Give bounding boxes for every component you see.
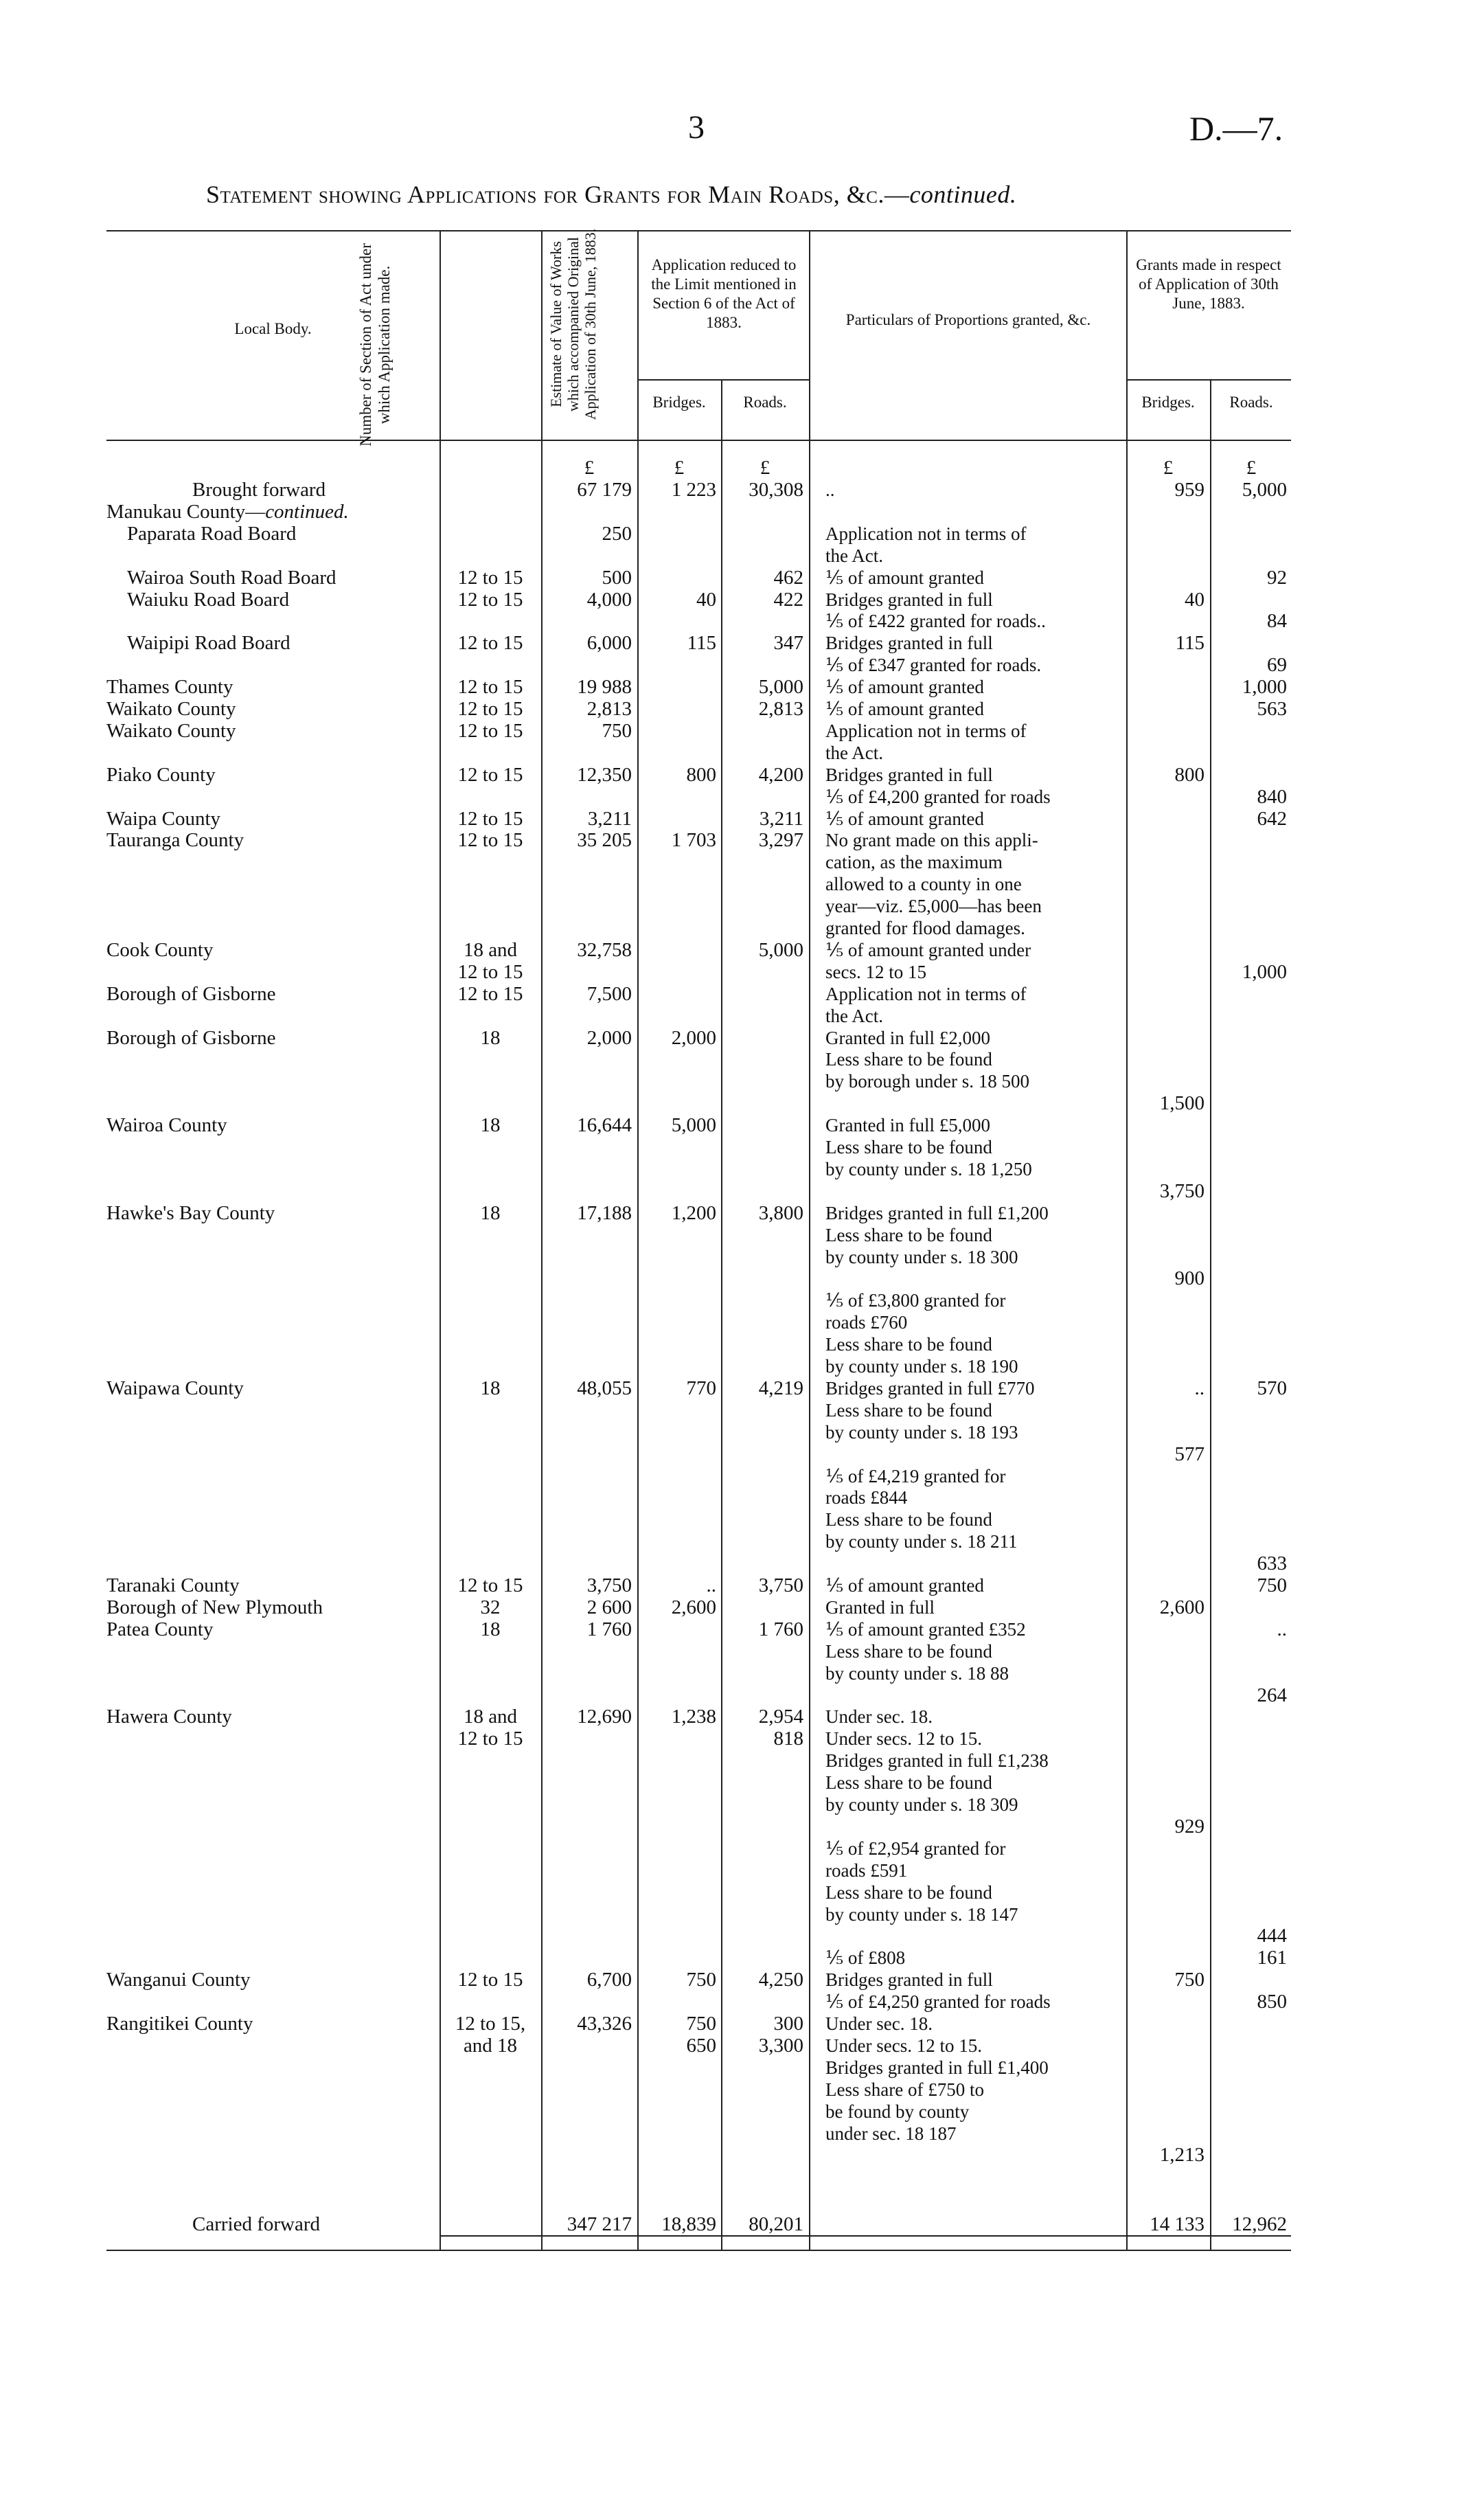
app-bridges-cell: 650 xyxy=(686,2035,716,2057)
section-cell: 12 to 15 xyxy=(457,567,523,589)
local-body-cell: Thames County xyxy=(106,676,233,698)
particulars-cell: ⅕ of amount granted xyxy=(825,808,984,829)
particulars-cell: Bridges granted in full xyxy=(825,1969,993,1990)
particulars-cell: Bridges granted in full xyxy=(825,765,993,785)
continued-label: continued. xyxy=(265,501,349,523)
estimate-cell: 16,644 xyxy=(577,1114,632,1136)
local-body-cell: Waiuku Road Board xyxy=(127,589,290,611)
app-bridges-cell: 115 xyxy=(687,632,716,654)
particulars-cell: ⅕ of amount granted xyxy=(825,1575,984,1596)
local-body-cell: Paparata Road Board xyxy=(127,523,297,545)
particulars-cell: cation, as the maximum xyxy=(825,852,1003,872)
totals-estimate: 347 217 xyxy=(567,2213,632,2235)
particulars-cell: ⅕ of amount granted £352 xyxy=(825,1619,1026,1640)
grant-bridges-cell: 959 xyxy=(1174,479,1205,501)
grant-roads-cell: 161 xyxy=(1257,1947,1287,1969)
app-bridges-cell: 800 xyxy=(686,764,716,786)
app-roads-cell: 1 760 xyxy=(758,1618,803,1640)
grant-roads-cell: 642 xyxy=(1257,808,1287,830)
particulars-cell: Less share to be found xyxy=(825,1400,992,1421)
grant-bridges-cell: 1,500 xyxy=(1159,1092,1205,1114)
particulars-cell: ⅕ of amount granted xyxy=(825,677,984,697)
particulars-cell: by county under s. 18 309 xyxy=(825,1794,1018,1815)
particulars-cell: granted for flood damages. xyxy=(825,918,1025,938)
pound-app-roads: £ xyxy=(760,457,770,479)
local-body-cell: Borough of Gisborne xyxy=(106,1027,276,1049)
estimate-cell: 3,211 xyxy=(587,808,632,830)
estimate-cell: 4,000 xyxy=(586,589,632,611)
totals-app-bridges: 18,839 xyxy=(661,2213,716,2235)
estimate-cell: 35 205 xyxy=(577,829,632,851)
app-bridges-cell: .. xyxy=(706,1574,716,1596)
app-roads-cell: 462 xyxy=(773,567,803,589)
section-cell: and 18 xyxy=(463,2035,518,2057)
section-cell: 12 to 15 xyxy=(457,1574,523,1596)
particulars-cell: Application not in terms of xyxy=(825,984,1027,1004)
particulars-cell: secs. 12 to 15 xyxy=(825,962,926,982)
particulars-cell: Bridges granted in full £1,400 xyxy=(825,2057,1049,2078)
particulars-cell: Under secs. 12 to 15. xyxy=(825,2035,982,2056)
grant-bridges-cell: 3,750 xyxy=(1159,1180,1205,1202)
grant-roads-cell: 5,000 xyxy=(1242,479,1287,501)
particulars-cell: Granted in full £5,000 xyxy=(825,1115,990,1135)
section-cell: 18 xyxy=(480,1377,501,1399)
local-body-cell: Waipipi Road Board xyxy=(127,632,290,654)
header-estimate: Estimate of Value of Works which accompanied Original Application of 30th June, 1883. xyxy=(547,228,599,420)
app-bridges-cell: 5,000 xyxy=(671,1114,716,1136)
estimate-cell: 2,813 xyxy=(586,698,632,720)
grant-bridges-cell: 577 xyxy=(1174,1443,1205,1465)
particulars-cell: under sec. 18 187 xyxy=(825,2123,957,2144)
particulars-cell: the Act. xyxy=(825,545,883,566)
app-roads-cell: 300 xyxy=(773,2013,803,2035)
estimate-cell: 48,055 xyxy=(577,1377,632,1399)
app-bridges-cell: 40 xyxy=(696,589,716,611)
estimate-cell: 32,758 xyxy=(577,939,632,961)
section-cell: 18 and xyxy=(463,1706,518,1728)
estimate-cell: 3,750 xyxy=(586,1574,632,1596)
grant-roads-cell: 563 xyxy=(1257,698,1287,720)
app-bridges-cell: 770 xyxy=(686,1377,716,1399)
local-body-cell: Waipawa County xyxy=(106,1377,244,1399)
app-roads-cell: 3,297 xyxy=(758,829,803,851)
estimate-cell: 500 xyxy=(602,567,632,589)
col-divider-5 xyxy=(809,230,810,2250)
local-body-cell: Wairoa South Road Board xyxy=(127,567,336,589)
particulars-cell: by county under s. 18 147 xyxy=(825,1904,1018,1925)
local-body-cell: Hawke's Bay County xyxy=(106,1202,275,1224)
particulars-cell: by county under s. 18 211 xyxy=(825,1531,1018,1552)
grant-roads-cell: 570 xyxy=(1257,1377,1287,1399)
particulars-cell: year—viz. £5,000—has been xyxy=(825,896,1042,916)
app-bridges-cell: 1,238 xyxy=(671,1706,716,1728)
app-roads-cell: 4,250 xyxy=(758,1969,803,1991)
estimate-cell: 43,326 xyxy=(577,2013,632,2035)
grant-bridges-cell: 750 xyxy=(1174,1969,1205,1991)
pound-app-bridges: £ xyxy=(674,457,685,479)
pound-estimate: £ xyxy=(584,457,595,479)
app-bridges-cell: 750 xyxy=(686,1969,716,1991)
header-bottom-rule xyxy=(106,440,1291,441)
app-roads-cell: 3,800 xyxy=(758,1202,803,1224)
app-bridges-cell: 2,000 xyxy=(671,1027,716,1049)
estimate-cell: 6,000 xyxy=(586,632,632,654)
estimate-cell: 2 600 xyxy=(586,1596,632,1618)
grant-roads-cell: 84 xyxy=(1267,610,1287,632)
app-roads-cell: 2,813 xyxy=(758,698,803,720)
totals-grant-bridges: 14 133 xyxy=(1150,2213,1205,2235)
page-title xyxy=(206,180,1016,209)
estimate-cell: 1 760 xyxy=(586,1618,632,1640)
particulars-cell: Less share to be found xyxy=(825,1772,992,1793)
totals-app-roads: 80,201 xyxy=(749,2213,803,2235)
local-body-cell: Hawera County xyxy=(106,1706,232,1728)
particulars-cell: by county under s. 18 1,250 xyxy=(825,1159,1032,1179)
particulars-cell: allowed to a county in one xyxy=(825,874,1022,894)
section-cell: 12 to 15 xyxy=(457,983,523,1005)
grant-roads-cell: 633 xyxy=(1257,1552,1287,1574)
header-grant-bridges: Bridges. xyxy=(1141,394,1195,411)
particulars-cell: ⅕ of £347 granted for roads. xyxy=(825,655,1042,675)
grant-bridges-cell: 900 xyxy=(1174,1267,1205,1289)
grant-roads-cell: 750 xyxy=(1257,1574,1287,1596)
estimate-cell: 7,500 xyxy=(586,983,632,1005)
grant-roads-cell: 840 xyxy=(1257,786,1287,808)
estimate-cell: 12,690 xyxy=(577,1706,632,1728)
app-roads-cell: 3,300 xyxy=(758,2035,803,2057)
particulars-cell: Less share of £750 to xyxy=(825,2079,984,2100)
app-bridges-cell: 2,600 xyxy=(671,1596,716,1618)
particulars-cell: Application not in terms of xyxy=(825,523,1027,544)
estimate-cell: 6,700 xyxy=(586,1969,632,1991)
app-roads-cell: 2,954 xyxy=(758,1706,803,1728)
particulars-cell: by county under s. 18 190 xyxy=(825,1356,1018,1377)
particulars-cell: roads £760 xyxy=(825,1312,908,1333)
section-cell: 12 to 15 xyxy=(457,589,523,611)
app-roads-cell: 4,219 xyxy=(758,1377,803,1399)
estimate-cell: 250 xyxy=(602,523,632,545)
app-roads-cell: 4,200 xyxy=(758,764,803,786)
particulars-cell: Bridges granted in full £1,200 xyxy=(825,1203,1049,1223)
section-cell: 12 to 15 xyxy=(457,720,523,742)
app-bridges-cell: 750 xyxy=(686,2013,716,2035)
grant-roads-cell: .. xyxy=(1277,1618,1287,1640)
app-roads-cell: 5,000 xyxy=(758,676,803,698)
pound-grant-roads: £ xyxy=(1246,457,1257,479)
particulars-cell: be found by county xyxy=(825,2101,970,2122)
col-divider-1 xyxy=(440,230,441,2250)
particulars-cell: by county under s. 18 88 xyxy=(825,1663,1009,1684)
grant-bridges-cell: 929 xyxy=(1174,1816,1205,1838)
header-section: Number of Section of Act under which Application made. xyxy=(357,243,393,446)
header-application: Application reduced to the Limit mentioned in Section 6 of the Act of 1883. xyxy=(651,256,797,331)
particulars-cell: ⅕ of £422 granted for roads.. xyxy=(825,611,1046,631)
header-local-body: Local Body. xyxy=(234,320,312,337)
grant-bridges-cell: 40 xyxy=(1185,589,1205,611)
app-roads-cell: 422 xyxy=(773,589,803,611)
table-top-rule xyxy=(106,230,1291,231)
particulars-cell: ⅕ of £4,200 granted for roads xyxy=(825,787,1051,807)
particulars-cell: Under secs. 12 to 15. xyxy=(825,1728,982,1749)
particulars-cell: Less share to be found xyxy=(825,1334,992,1355)
header-app-roads: Roads. xyxy=(743,394,787,411)
particulars-cell: ⅕ of amount granted under xyxy=(825,940,1031,960)
local-body-cell: Taranaki County xyxy=(106,1574,240,1596)
app-roads-cell: 818 xyxy=(773,1728,803,1750)
local-body-cell: Cook County xyxy=(106,939,214,961)
local-body-cell: Waipa County xyxy=(106,808,220,830)
section-cell: 12 to 15 xyxy=(457,698,523,720)
particulars-cell: Less share to be found xyxy=(825,1137,992,1157)
section-cell: 12 to 15 xyxy=(457,1728,523,1750)
particulars-cell: Less share to be found xyxy=(825,1225,992,1245)
grant-roads-cell: 1,000 xyxy=(1242,961,1287,983)
particulars-cell: No grant made on this appli- xyxy=(825,830,1038,850)
particulars-cell: Less share to be found xyxy=(825,1509,992,1530)
local-body-cell: Brought forward xyxy=(192,479,326,501)
grant-roads-cell: 69 xyxy=(1267,654,1287,676)
grant-bridges-cell: .. xyxy=(1194,1377,1205,1399)
section-cell: 12 to 15 xyxy=(457,676,523,698)
local-body-cell: Waikato County xyxy=(106,720,236,742)
totals-top-rule xyxy=(440,2235,1291,2237)
section-cell: 12 to 15 xyxy=(457,961,523,983)
particulars-cell: by county under s. 18 193 xyxy=(825,1422,1018,1443)
particulars-cell: Bridges granted in full xyxy=(825,633,993,653)
local-body-cell: Tauranga County xyxy=(106,829,244,851)
particulars-cell: ⅕ of £2,954 granted for xyxy=(825,1838,1006,1859)
app-bridges-cell: 1 703 xyxy=(671,829,716,851)
grant-bridges-cell: 1,213 xyxy=(1159,2144,1205,2166)
section-cell: 12 to 15 xyxy=(457,1969,523,1991)
particulars-cell: by county under s. 18 300 xyxy=(825,1247,1018,1267)
particulars-cell: Bridges granted in full xyxy=(825,589,993,610)
totals-grant-roads: 12,962 xyxy=(1232,2213,1287,2235)
title-continued: continued. xyxy=(909,181,1017,208)
local-body-cell: Piako County xyxy=(106,764,216,786)
local-body-cell: Manukau County—continued. xyxy=(106,501,349,523)
estimate-cell: 19 988 xyxy=(577,676,632,698)
section-cell: 18 xyxy=(480,1202,501,1224)
section-cell: 12 to 15, xyxy=(455,2013,526,2035)
header-app-bridges: Bridges. xyxy=(652,394,706,411)
local-body-cell: Wanganui County xyxy=(106,1969,251,1991)
section-cell: 18 xyxy=(480,1618,501,1640)
particulars-cell: Less share to be found xyxy=(825,1882,992,1903)
section-cell: 18 and xyxy=(463,939,518,961)
grant-roads-cell: 850 xyxy=(1257,1991,1287,2013)
table-bottom-rule xyxy=(106,2250,1291,2251)
local-body-cell: Borough of Gisborne xyxy=(106,983,276,1005)
particulars-cell: ⅕ of £808 xyxy=(825,1947,906,1968)
app-bridges-cell: 1,200 xyxy=(671,1202,716,1224)
particulars-cell: Less share to be found xyxy=(825,1049,992,1070)
section-cell: 12 to 15 xyxy=(457,808,523,830)
app-roads-cell: 5,000 xyxy=(758,939,803,961)
local-body-cell: Waikato County xyxy=(106,698,236,720)
pound-grant-bridges: £ xyxy=(1163,457,1174,479)
particulars-cell: roads £591 xyxy=(825,1860,908,1881)
app-roads-cell: 3,211 xyxy=(759,808,803,830)
estimate-cell: 17,188 xyxy=(577,1202,632,1224)
section-cell: 18 xyxy=(480,1027,501,1049)
header-particulars: Particulars of Proportions granted, &c. xyxy=(845,311,1091,328)
particulars-cell: the Act. xyxy=(825,1006,883,1026)
header-grants: Grants made in respect of Application of 30th June, 1883. xyxy=(1136,256,1281,312)
particulars-cell: ⅕ of £3,800 granted for xyxy=(825,1290,1006,1311)
particulars-cell: ⅕ of £4,219 granted for xyxy=(825,1466,1006,1486)
col-divider-6 xyxy=(1126,230,1128,2250)
col-divider-3 xyxy=(637,230,639,2250)
grant-bridges-cell: 2,600 xyxy=(1159,1596,1205,1618)
particulars-cell: ⅕ of amount granted xyxy=(825,699,984,719)
grant-roads-cell: 264 xyxy=(1257,1684,1287,1706)
section-cell: 12 to 15 xyxy=(457,829,523,851)
particulars-cell: .. xyxy=(825,479,835,500)
particulars-cell: the Act. xyxy=(825,743,883,763)
particulars-cell: by borough under s. 18 500 xyxy=(825,1071,1029,1092)
app-roads-cell: 347 xyxy=(773,632,803,654)
particulars-cell: ⅕ of £4,250 granted for roads xyxy=(825,1991,1051,2012)
section-cell: 32 xyxy=(480,1596,501,1618)
section-cell: 12 to 15 xyxy=(457,632,523,654)
particulars-cell: Bridges granted in full £1,238 xyxy=(825,1750,1049,1771)
grants-subheader-rule xyxy=(1126,379,1291,381)
app-bridges-cell: 1 223 xyxy=(671,479,716,501)
grant-bridges-cell: 800 xyxy=(1174,764,1205,786)
particulars-cell: roads £844 xyxy=(825,1487,908,1508)
section-cell: 18 xyxy=(480,1114,501,1136)
grant-roads-cell: 444 xyxy=(1257,1925,1287,1947)
particulars-cell: Less share to be found xyxy=(825,1641,992,1662)
estimate-cell: 750 xyxy=(602,720,632,742)
particulars-cell: Under sec. 18. xyxy=(825,1706,933,1727)
particulars-cell: ⅕ of amount granted xyxy=(825,567,984,588)
header-grant-roads: Roads. xyxy=(1229,394,1273,411)
particulars-cell: Granted in full xyxy=(825,1597,935,1618)
grant-roads-cell: 92 xyxy=(1267,567,1287,589)
app-roads-cell: 30,308 xyxy=(749,479,803,501)
section-cell: 12 to 15 xyxy=(457,764,523,786)
estimate-cell: 12,350 xyxy=(577,764,632,786)
particulars-cell: Under sec. 18. xyxy=(825,2013,933,2034)
local-body-cell: Rangitikei County xyxy=(106,2013,253,2035)
estimate-cell: 67 179 xyxy=(577,479,632,501)
local-body-cell: Patea County xyxy=(106,1618,214,1640)
particulars-cell: Application not in terms of xyxy=(825,721,1027,741)
estimate-cell: 2,000 xyxy=(586,1027,632,1049)
app-roads-cell: 3,750 xyxy=(758,1574,803,1596)
local-body-cell: Wairoa County xyxy=(106,1114,227,1136)
particulars-cell: Granted in full £2,000 xyxy=(825,1028,990,1048)
particulars-cell: Bridges granted in full £770 xyxy=(825,1378,1035,1399)
application-subheader-rule xyxy=(637,379,809,381)
local-body-cell: Borough of New Plymouth xyxy=(106,1596,323,1618)
grant-roads-cell: 1,000 xyxy=(1242,676,1287,698)
totals-label: Carried forward xyxy=(192,2213,320,2235)
title-main: Statement showing Applications for Grants for Main Roads, &c.— xyxy=(206,181,910,208)
page-number: 3 xyxy=(688,109,705,146)
grant-bridges-cell: 115 xyxy=(1175,632,1205,654)
document-reference: D.—7. xyxy=(1189,109,1283,148)
